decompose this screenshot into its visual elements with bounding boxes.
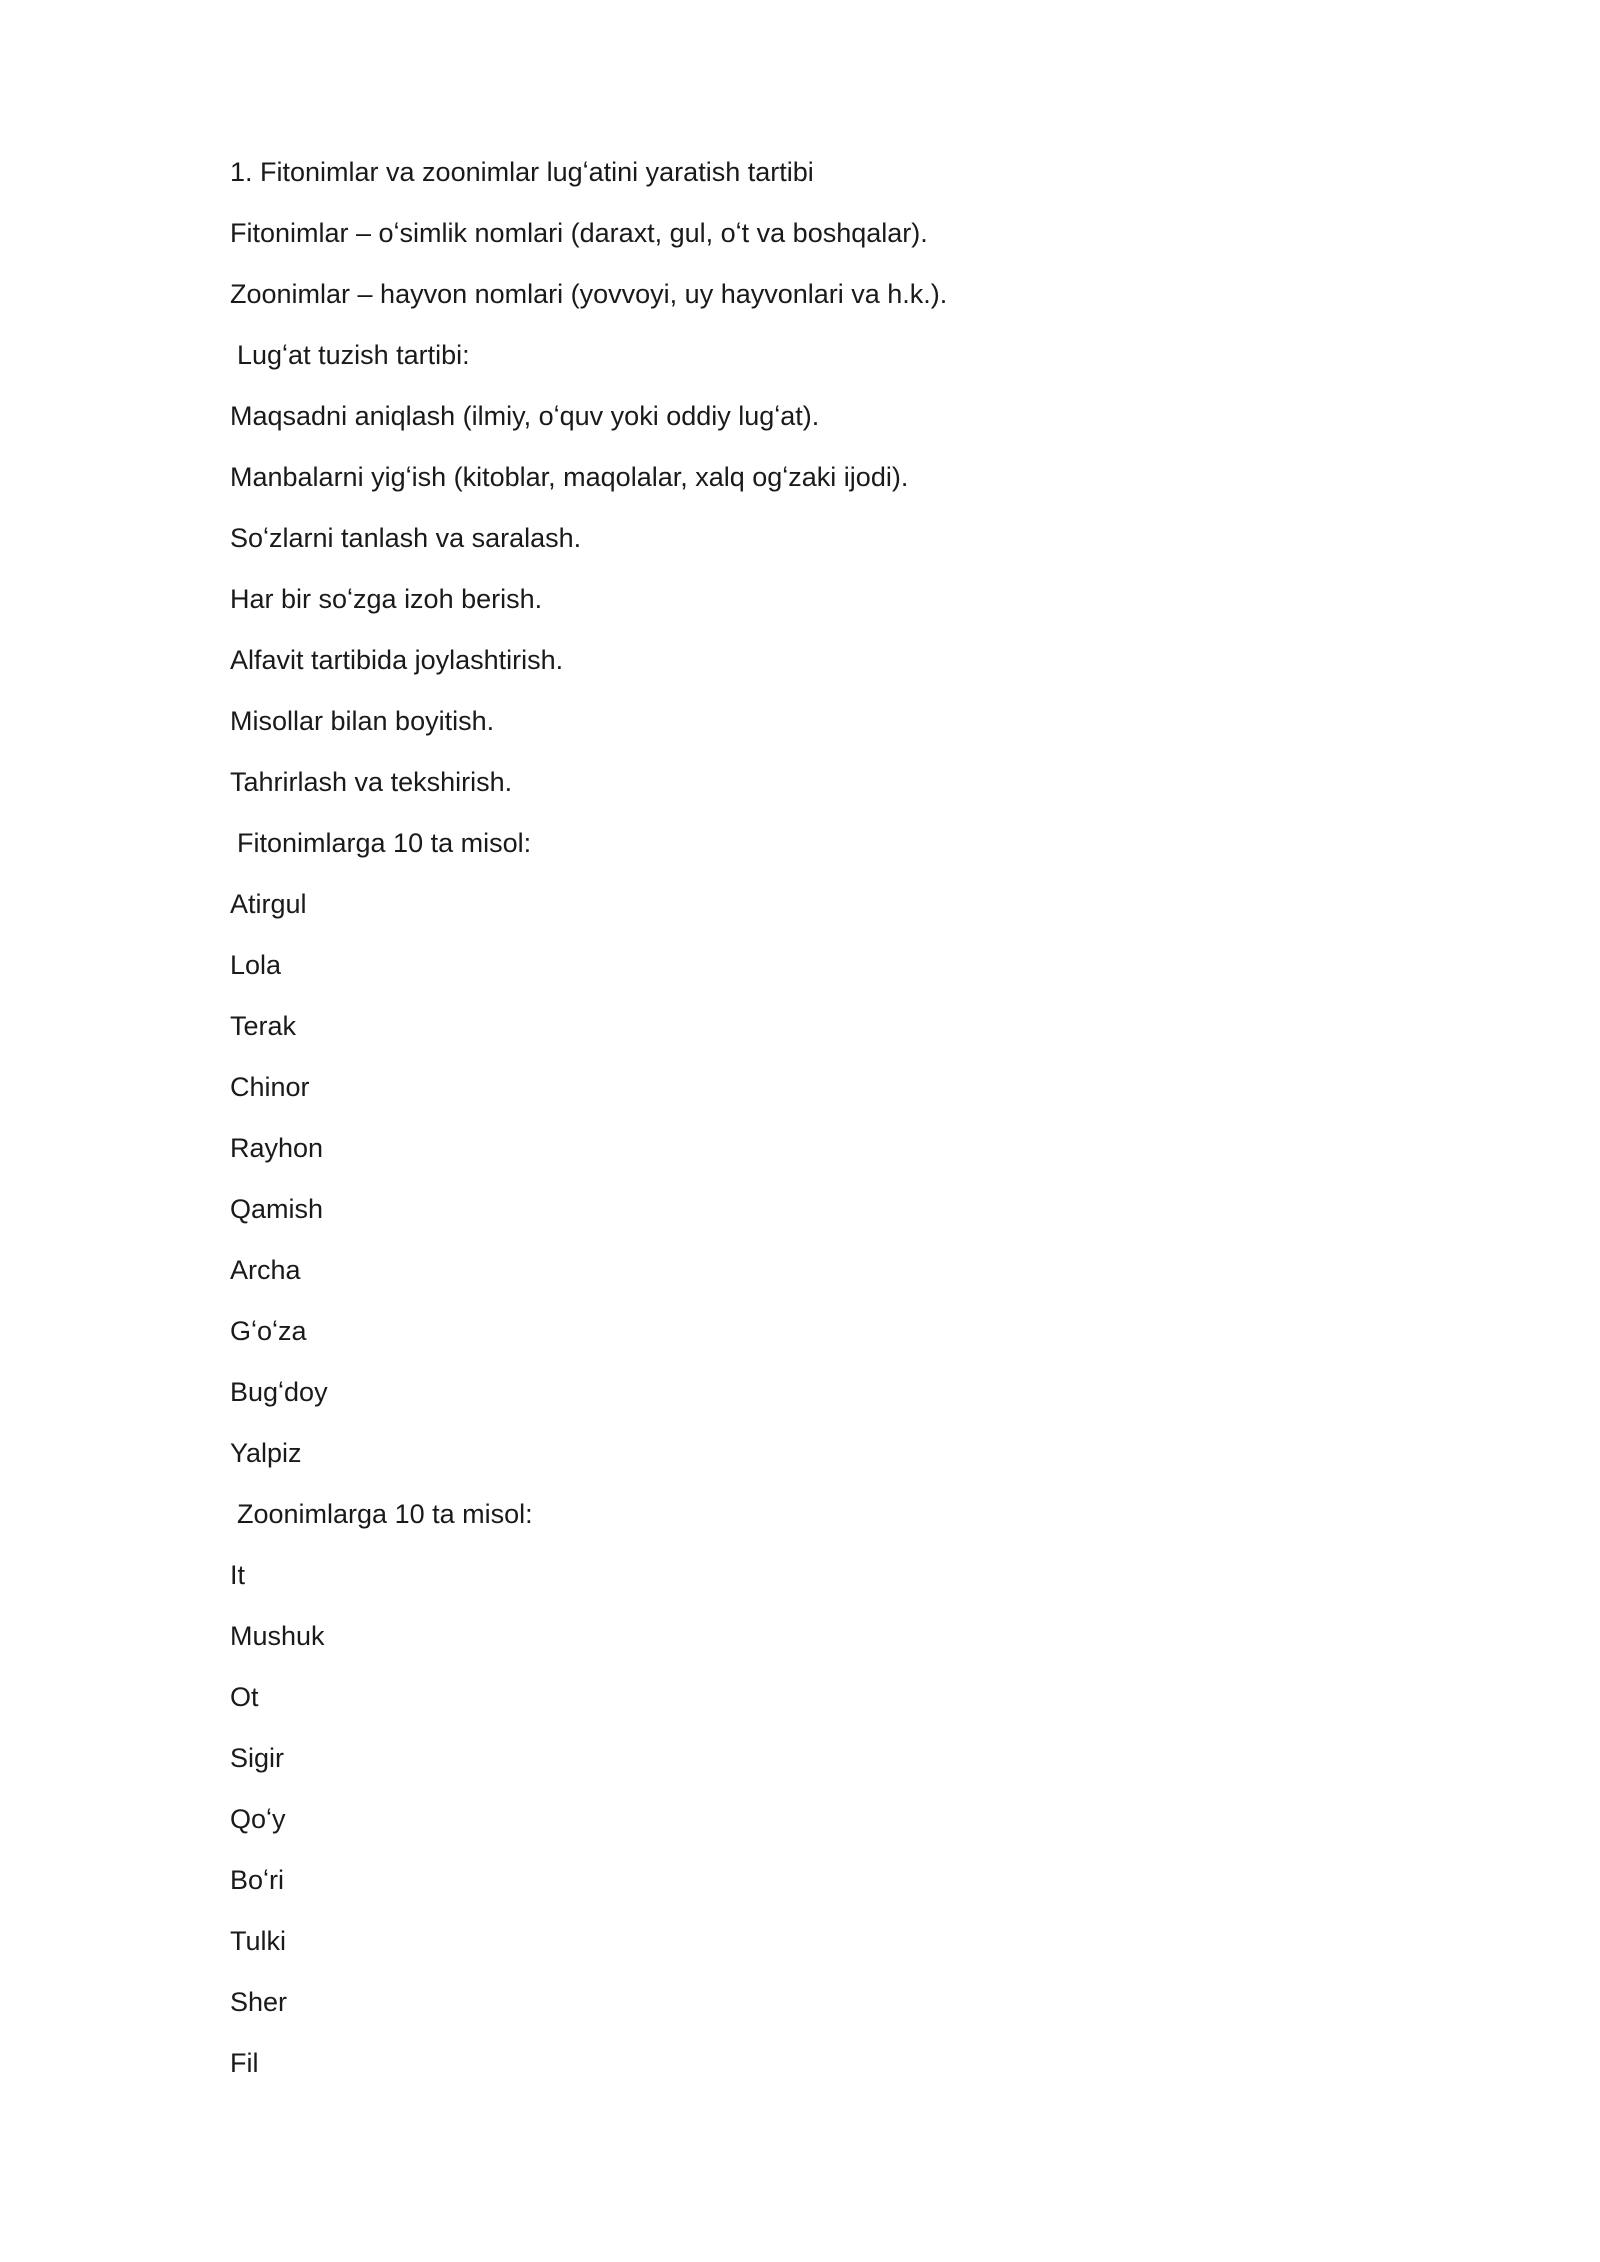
zoonym-item: Qoʻy: [230, 1804, 286, 1834]
step-item: Tahrirlash va tekshirish.: [230, 767, 513, 797]
zoonym-item: Boʻri: [230, 1865, 285, 1895]
step-item: Har bir soʻzga izoh berish.: [230, 584, 543, 614]
steps-title: Lugʻat tuzish tartibi:: [237, 340, 470, 370]
phytonym-item: Atirgul: [230, 889, 307, 919]
definition-phytonyms: Fitonimlar – oʻsimlik nomlari (daraxt, gul, oʻt va boshqalar).: [230, 218, 928, 248]
zoonym-item: Ot: [230, 1682, 259, 1712]
zoonym-item: Sigir: [230, 1743, 285, 1773]
phytonym-item: Yalpiz: [230, 1438, 302, 1468]
step-item: Misollar bilan boyitish.: [230, 706, 495, 736]
phytonym-item: Bugʻdoy: [230, 1377, 328, 1407]
document-heading: 1. Fitonimlar va zoonimlar lugʻatini yaratish tartibi: [230, 157, 814, 187]
phytonym-item: Gʻoʻza: [230, 1316, 307, 1346]
step-item: Soʻzlarni tanlash va saralash.: [230, 523, 582, 553]
zoonym-item: Tulki: [230, 1926, 287, 1956]
document-body: [230, 150, 1410, 2102]
zoonym-item: It: [230, 1560, 246, 1590]
zoonyms-title: Zoonimlarga 10 ta misol:: [237, 1499, 533, 1529]
definition-zoonyms: Zoonimlar – hayvon nomlari (yovvoyi, uy hayvonlari va h.k.).: [230, 279, 948, 309]
step-item: Maqsadni aniqlash (ilmiy, oʻquv yoki oddiy lugʻat).: [230, 401, 820, 431]
zoonym-item: Sher: [230, 1987, 288, 2017]
phytonym-item: Chinor: [230, 1072, 310, 1102]
phytonym-item: Qamish: [230, 1194, 324, 1224]
zoonym-item: Fil: [230, 2048, 259, 2078]
phytonyms-title: Fitonimlarga 10 ta misol:: [237, 828, 532, 858]
phytonym-item: Lola: [230, 950, 282, 980]
phytonym-item: Terak: [230, 1011, 297, 1041]
step-item: Alfavit tartibida joylashtirish.: [230, 645, 564, 675]
phytonym-item: Rayhon: [230, 1133, 324, 1163]
step-item: Manbalarni yigʻish (kitoblar, maqolalar, xalq ogʻzaki ijodi).: [230, 462, 909, 492]
phytonym-item: Archa: [230, 1255, 301, 1285]
zoonym-item: Mushuk: [230, 1621, 325, 1651]
